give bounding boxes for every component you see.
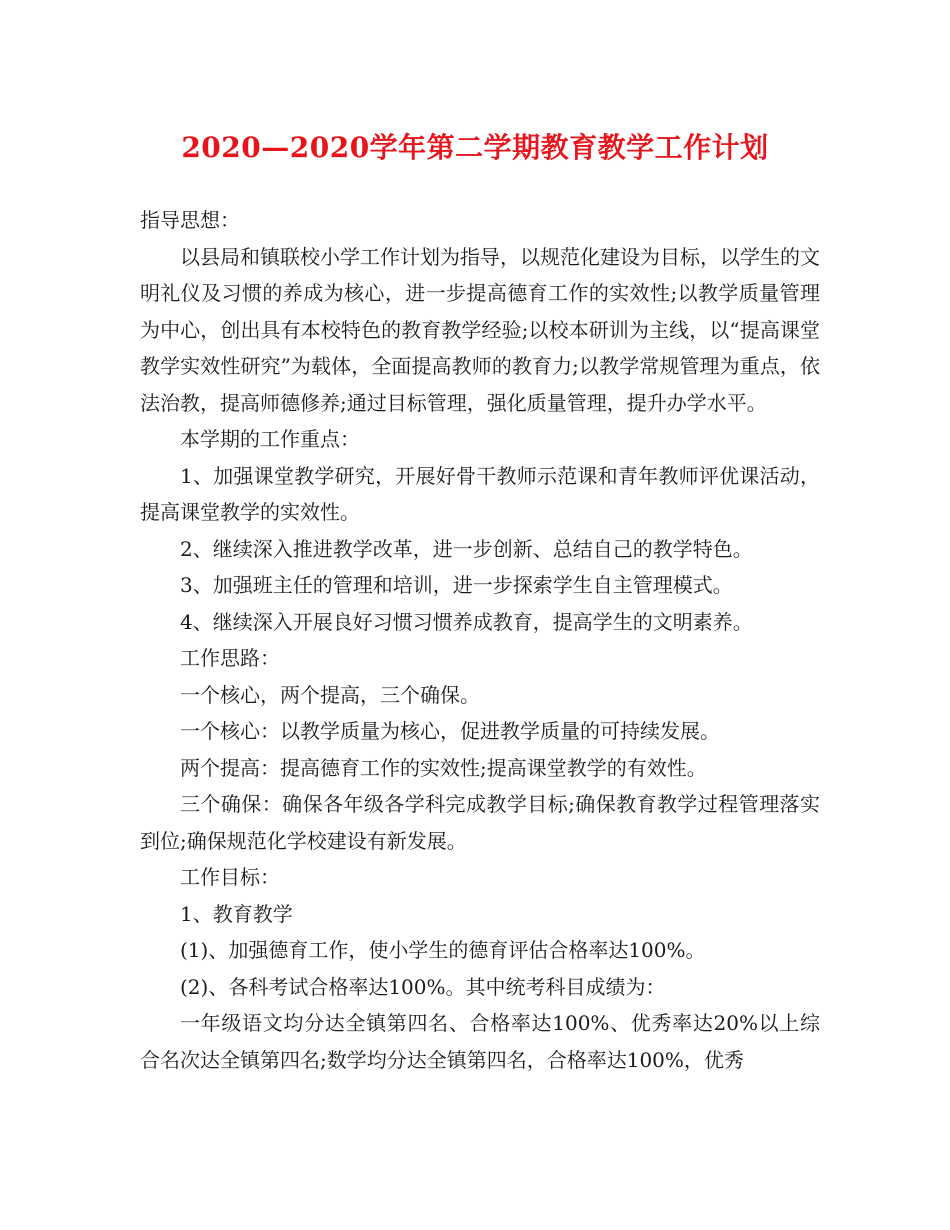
paragraph-goals-grade-1: 一年级语文均分达全镇第四名、合格率达100%、优秀率达20%以上综合名次达全镇第四名;数学均分达全镇第四名，合格率达100%，优秀 <box>140 1011 820 1072</box>
paragraph-approach-heading: 工作思路： <box>180 646 280 670</box>
paragraph-focus-item-3: 3、加强班主任的管理和培训，进一步探索学生自主管理模式。 <box>180 573 733 597</box>
paragraph-approach-guarantees: 三个确保：确保各年级各学科完成教学目标;确保教育教学过程管理落实到位;确保规范化学校建设有新发展。 <box>140 792 820 853</box>
paragraph-approach-core: 一个核心：以教学质量为核心，促进教学质量的可持续发展。 <box>180 719 720 743</box>
paragraph-goals-subitem-1: (1)、加强德育工作，使小学生的德育评估合格率达100%。 <box>180 938 706 962</box>
paragraph-focus-item-2: 2、继续深入推进教学改革，进一步创新、总结自己的教学特色。 <box>180 536 753 561</box>
paragraph-guiding-heading: 指导思想： <box>140 208 240 232</box>
paragraph-approach-summary: 一个核心，两个提高，三个确保。 <box>180 682 480 707</box>
document-title: 2020—2020学年第二学期教育教学工作计划 <box>181 131 769 164</box>
paragraph-approach-improvements: 两个提高：提高德育工作的实效性;提高课堂教学的有效性。 <box>180 755 707 780</box>
paragraph-goals-subitem-2: (2)、各科考试合格率达100%。其中统考科目成绩为： <box>180 974 666 999</box>
paragraph-focus-item-1: 1、加强课堂教学研究，开展好骨干教师示范课和青年教师评优课活动，提高课堂教学的实效性。 <box>140 463 820 524</box>
paragraph-focus-heading: 本学期的工作重点： <box>180 427 360 451</box>
paragraph-goals-item-1: 1、教育教学 <box>180 901 293 926</box>
paragraph-goals-heading: 工作目标： <box>180 865 280 889</box>
document-body <box>140 202 820 1078</box>
paragraph-guiding-content: 以县局和镇联校小学工作计划为指导，以规范化建设为目标，以学生的文明礼仪及习惯的养成为核心，进一步提高德育工作的实效性;以教学质量管理为中心，创出具有本校特色的教育教学经验;以校本研训为主线，以“提高课堂教学实效性研究”为载体，全面提高教师的教育力;以教学常规管理为重点，依法治教，提高师德修养;通过目标管理，强化质量管理，提升办学水平。 <box>140 244 820 415</box>
paragraph-focus-item-4: 4、继续深入开展良好习惯习惯养成教育，提高学生的文明素养。 <box>180 609 753 634</box>
